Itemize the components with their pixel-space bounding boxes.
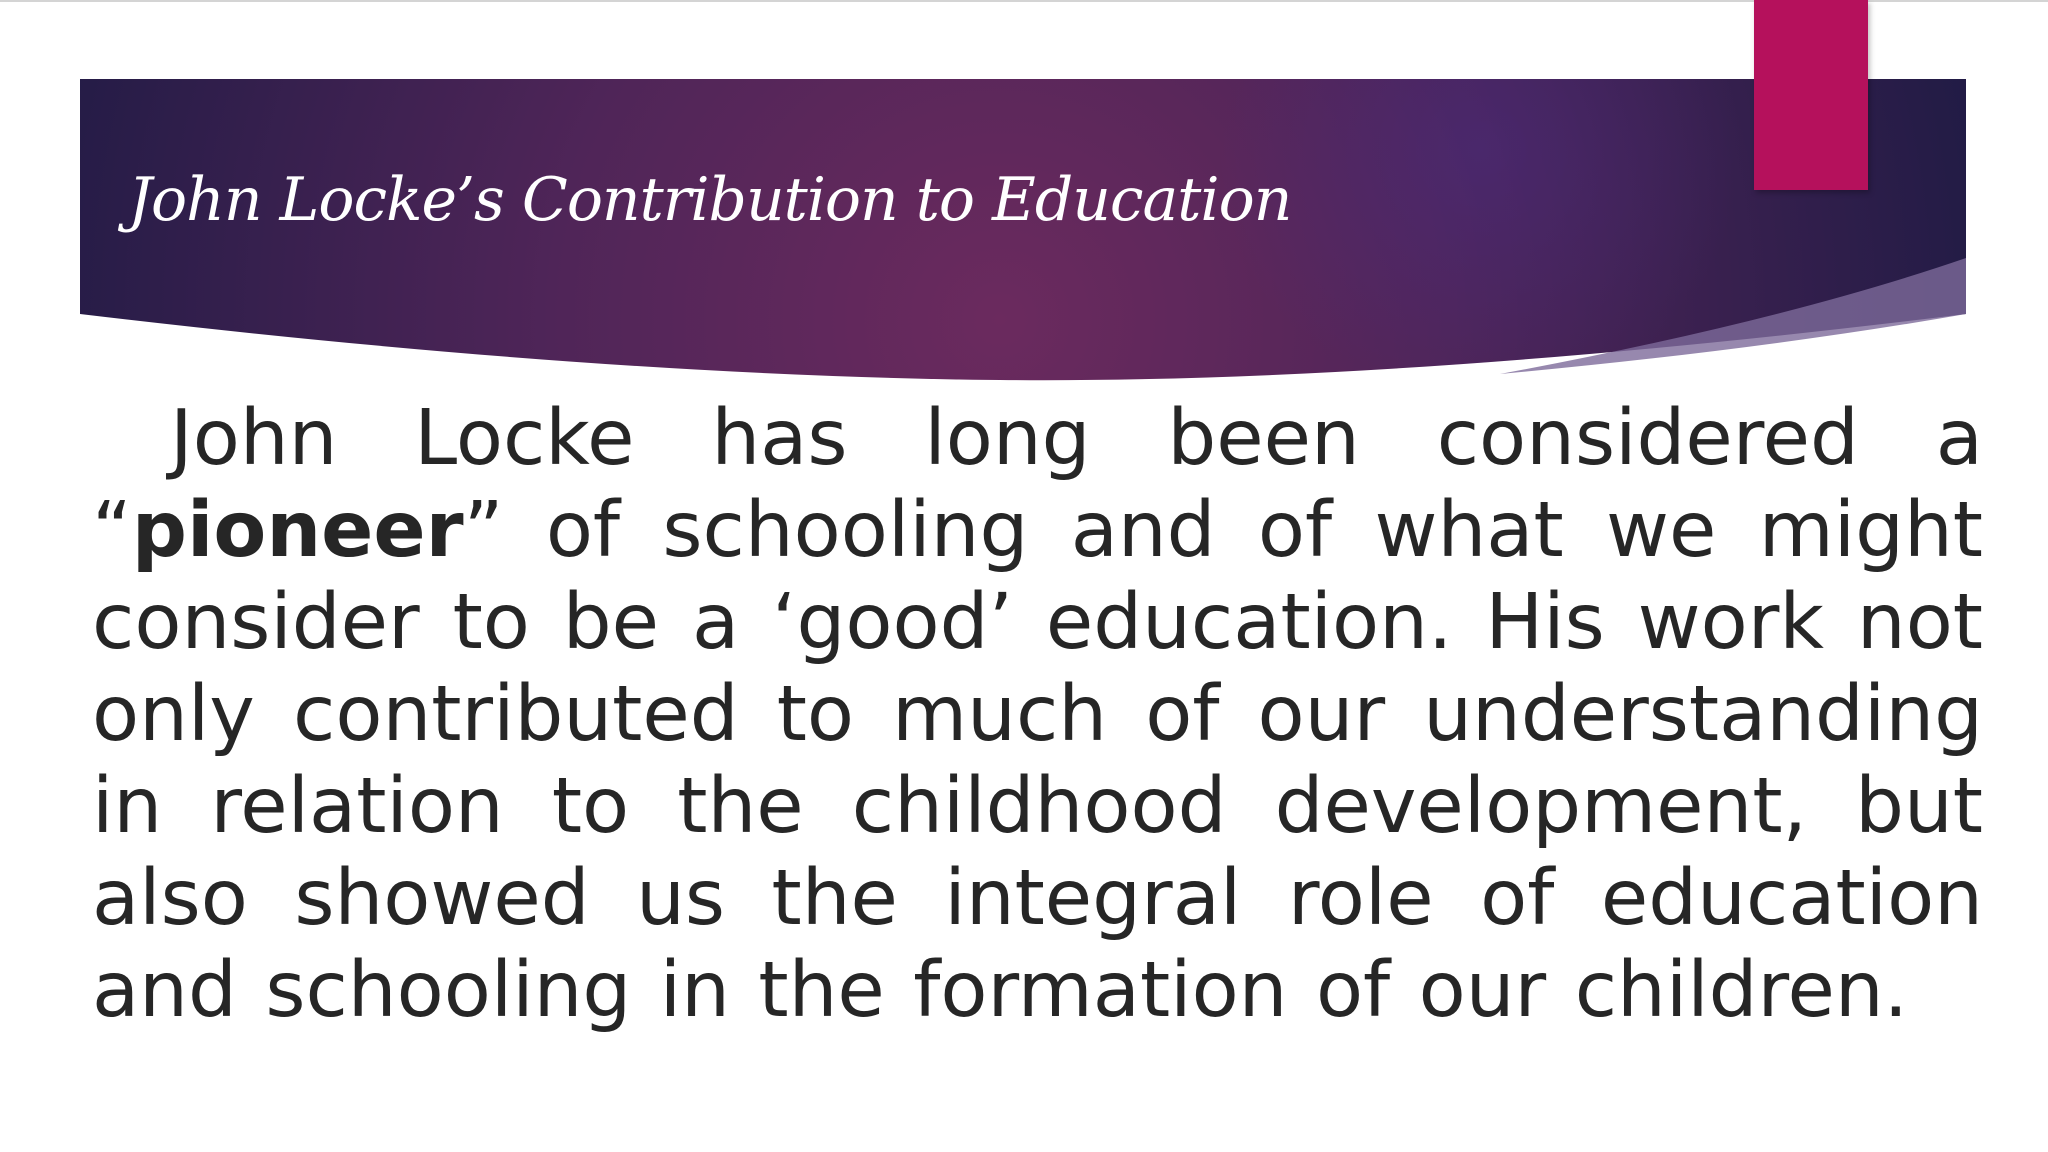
body-emphasis: pioneer [131, 486, 464, 575]
slide-title: John Locke’s Contribution to Education [128, 165, 1292, 235]
body-paragraph [92, 393, 1983, 1037]
accent-tab [1754, 0, 1868, 190]
body-text-part2: ” of schooling and of what we might consider to be a ‘good’ education. His work not only contributed to much of our understanding in relation to the childhood development, but also showed us the integral role of education and schooling in the formation of our children. [92, 486, 1983, 1035]
body-text-part1: John Locke has long been considered a “ [92, 394, 1983, 575]
